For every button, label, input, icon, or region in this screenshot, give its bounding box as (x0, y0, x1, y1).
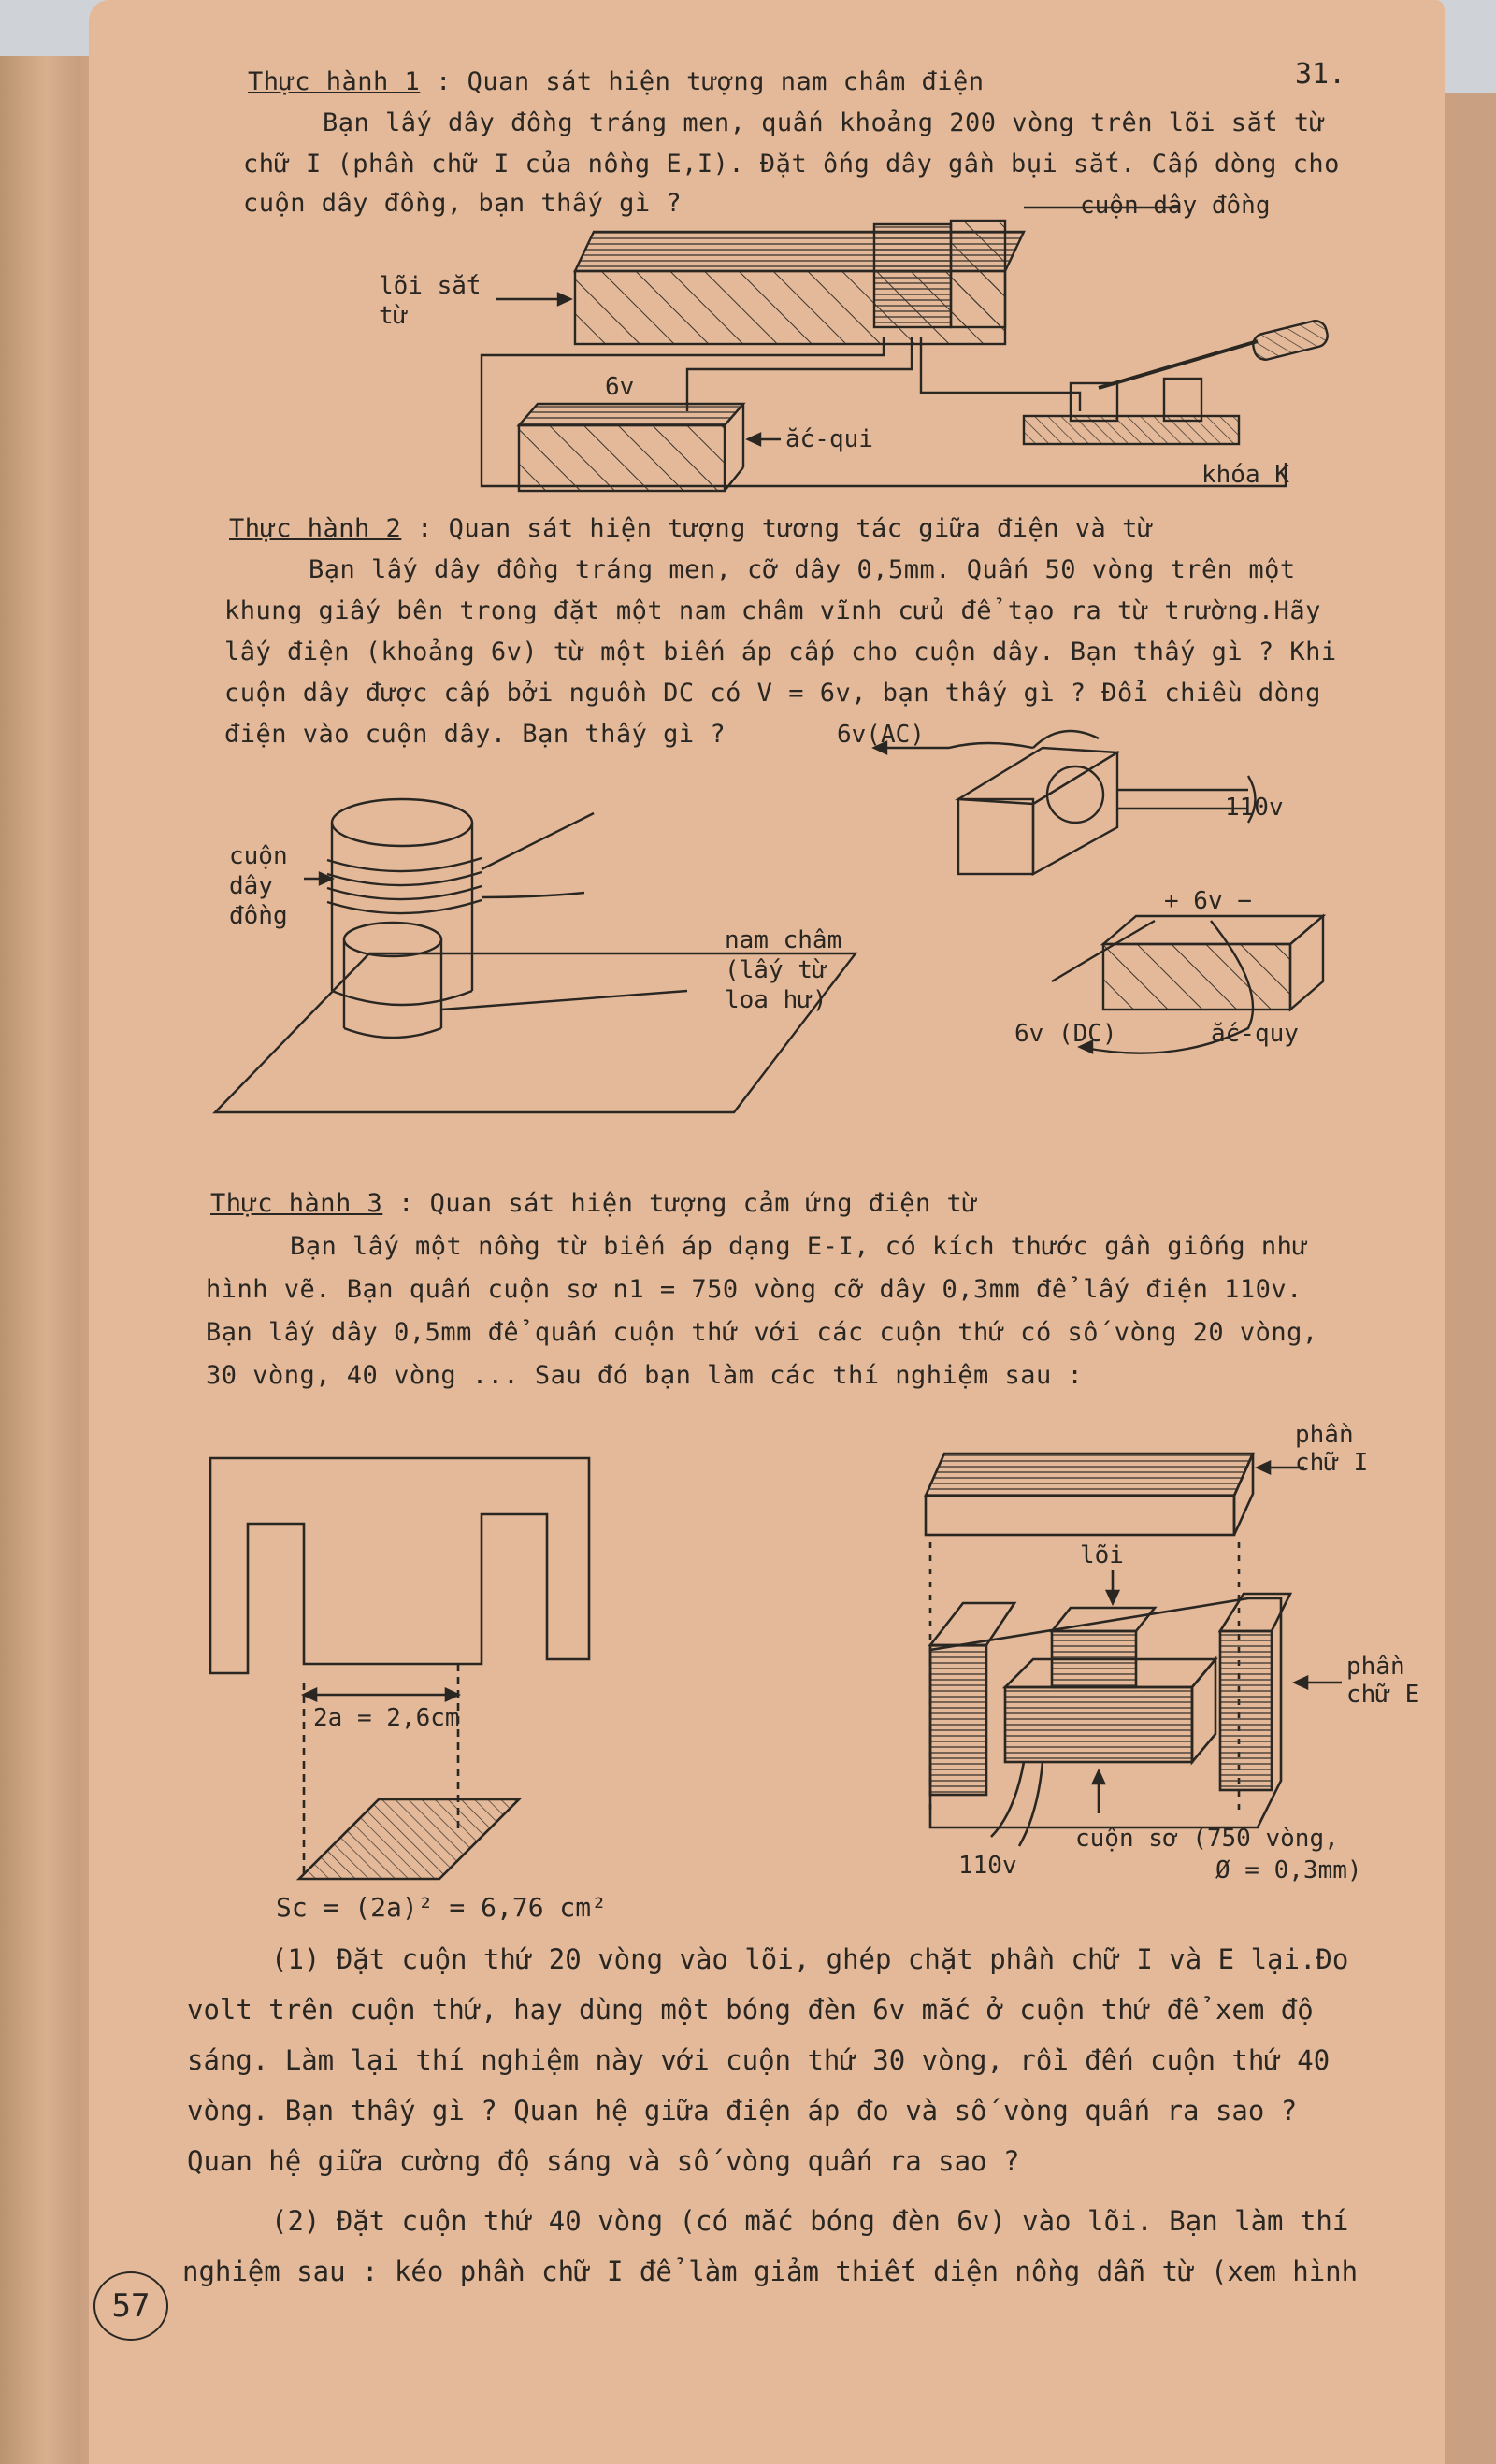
label-coil-line: dây (229, 872, 273, 900)
section3-subtitle: : Quan sát hiện tượng cảm ứng điện từ (398, 1189, 979, 1218)
book-page (89, 0, 1445, 2464)
exp1-line: vòng. Bạn thấy gì ? Quan hệ giữa điện áp đo và số vòng quấn ra sao ? (187, 2095, 1298, 2127)
label-switch: khóa K (1201, 461, 1289, 489)
section1-line: chữ I (phần chữ I của nồng E,I). Đặt ống dây gần bụi sắt. Cấp dòng cho (243, 150, 1340, 179)
label-mains-3: 110v (958, 1852, 1017, 1880)
label-coil-line: đồng (229, 902, 288, 930)
section2-subtitle: : Quan sát hiện tượng tương tác giữa điện và từ (417, 514, 1154, 543)
label-primary-line: cuộn sơ (750 vòng, (1075, 1825, 1339, 1853)
handwritten-mark: 57 (94, 2271, 168, 2341)
section2-line: điện vào cuộn dây. Bạn thấy gì ? (224, 720, 726, 749)
label-primary-line: Ø = 0,3mm) (1216, 1856, 1362, 1884)
e-core-outline (210, 1458, 589, 1673)
i-part-drawing (926, 1454, 1253, 1535)
exp1-line: Quan hệ giữa cường độ sáng và số vòng quấn ra sao ? (187, 2145, 1020, 2177)
exp2-line: (2) Đặt cuộn thứ 40 vòng (có mắc bóng đèn 6v) vào lõi. Bạn làm thí (271, 2205, 1349, 2237)
label-part-i-line: chữ I (1295, 1449, 1369, 1477)
label-core: lõi (1080, 1541, 1124, 1569)
label-magnet-line: (lấy từ (725, 956, 827, 984)
label-coil: cuộn dây đồng (1080, 192, 1271, 220)
label-ac: 6v(AC) (837, 721, 925, 749)
section2-line: Bạn lấy dây đồng tráng men, cỡ dây 0,5mm. Quấn 50 vòng trên một (309, 555, 1296, 584)
exp1-line: (1) Đặt cuộn thứ 20 vòng vào lõi, ghép chặt phần chữ I và E lại.Đo (271, 1943, 1349, 1975)
section2-title: Thực hành 2 (229, 514, 402, 543)
cross-section-drawing (299, 1799, 519, 1879)
label-coil-line: cuộn (229, 842, 288, 870)
label-area: Sc = (2a)² = 6,76 cm² (276, 1892, 608, 1923)
section2-line: khung giấy bên trong đặt một nam châm vĩnh cửu để tạo ra từ trường.Hãy (224, 596, 1321, 625)
label-part-i (1295, 1421, 1368, 1477)
label-voltage: 6v (605, 373, 635, 401)
section2-line: lấy điện (khoảng 6v) từ một biến áp cấp cho cuộn dây. Bạn thấy gì ? Khi (224, 637, 1337, 666)
label-iron-core: lõi sắt từ (379, 272, 482, 330)
exp2-line: nghiệm sau : kéo phần chữ I để làm giảm thiết diện nồng dẫn từ (xem hình (182, 2256, 1359, 2287)
label-magnet-line: nam châm (725, 926, 842, 954)
e-part-drawing (930, 1594, 1290, 1827)
label-dc-terminals: + 6v − (1164, 887, 1252, 915)
label-part-i-line: phần (1295, 1421, 1354, 1449)
label-part-e (1346, 1653, 1419, 1709)
label-dc: 6v (DC) (1014, 1020, 1117, 1048)
section3-line: Bạn lấy dây 0,5mm để quấn cuộn thứ với các cuộn thứ có số vòng 20 vòng, (206, 1318, 1318, 1347)
label-battery: ắc-qui (785, 425, 873, 453)
section3-title: Thực hành 3 (210, 1189, 383, 1218)
exp1-line: sáng. Làm lại thí nghiệm này với cuộn thứ 30 vòng, rồi đến cuộn thứ 40 (187, 2044, 1331, 2076)
label-mains-110: 110v (1225, 794, 1284, 822)
label-part-e-line: phần (1346, 1653, 1405, 1681)
section3-line: hình vẽ. Bạn quấn cuộn sơ n1 = 750 vòng cỡ dây 0,3mm để lấy điện 110v. (206, 1275, 1302, 1304)
page-number: 31. (1295, 58, 1346, 91)
section3-line: 30 vòng, 40 vòng ... Sau đó bạn làm các thí nghiệm sau : (206, 1361, 1084, 1390)
section1-subtitle: : Quan sát hiện tượng nam châm điện (436, 67, 985, 96)
label-primary (1075, 1823, 1362, 1886)
section1-line: cuộn dây đồng, bạn thấy gì ? (243, 189, 683, 218)
label-part-e-line: chữ E (1346, 1681, 1420, 1709)
section3-line: Bạn lấy một nồng từ biến áp dạng E-I, có kích thước gần giống như (290, 1232, 1309, 1261)
section1-title: Thực hành 1 (248, 67, 421, 96)
label-magnet-line: loa hư) (725, 986, 827, 1014)
section2-line: cuộn dây được cấp bởi nguồn DC có V = 6v, bạn thấy gì ? Đổi chiều dòng (224, 679, 1321, 708)
label-width: 2a = 2,6cm (313, 1704, 460, 1732)
label-dc-battery: ắc-quy (1211, 1020, 1299, 1048)
exp1-line: volt trên cuộn thứ, hay dùng một bóng đèn 6v mắc ở cuộn thứ để xem độ (187, 1994, 1314, 2026)
section1-line: Bạn lấy dây đồng tráng men, quấn khoảng 200 vòng trên lõi sắt từ (323, 108, 1326, 137)
